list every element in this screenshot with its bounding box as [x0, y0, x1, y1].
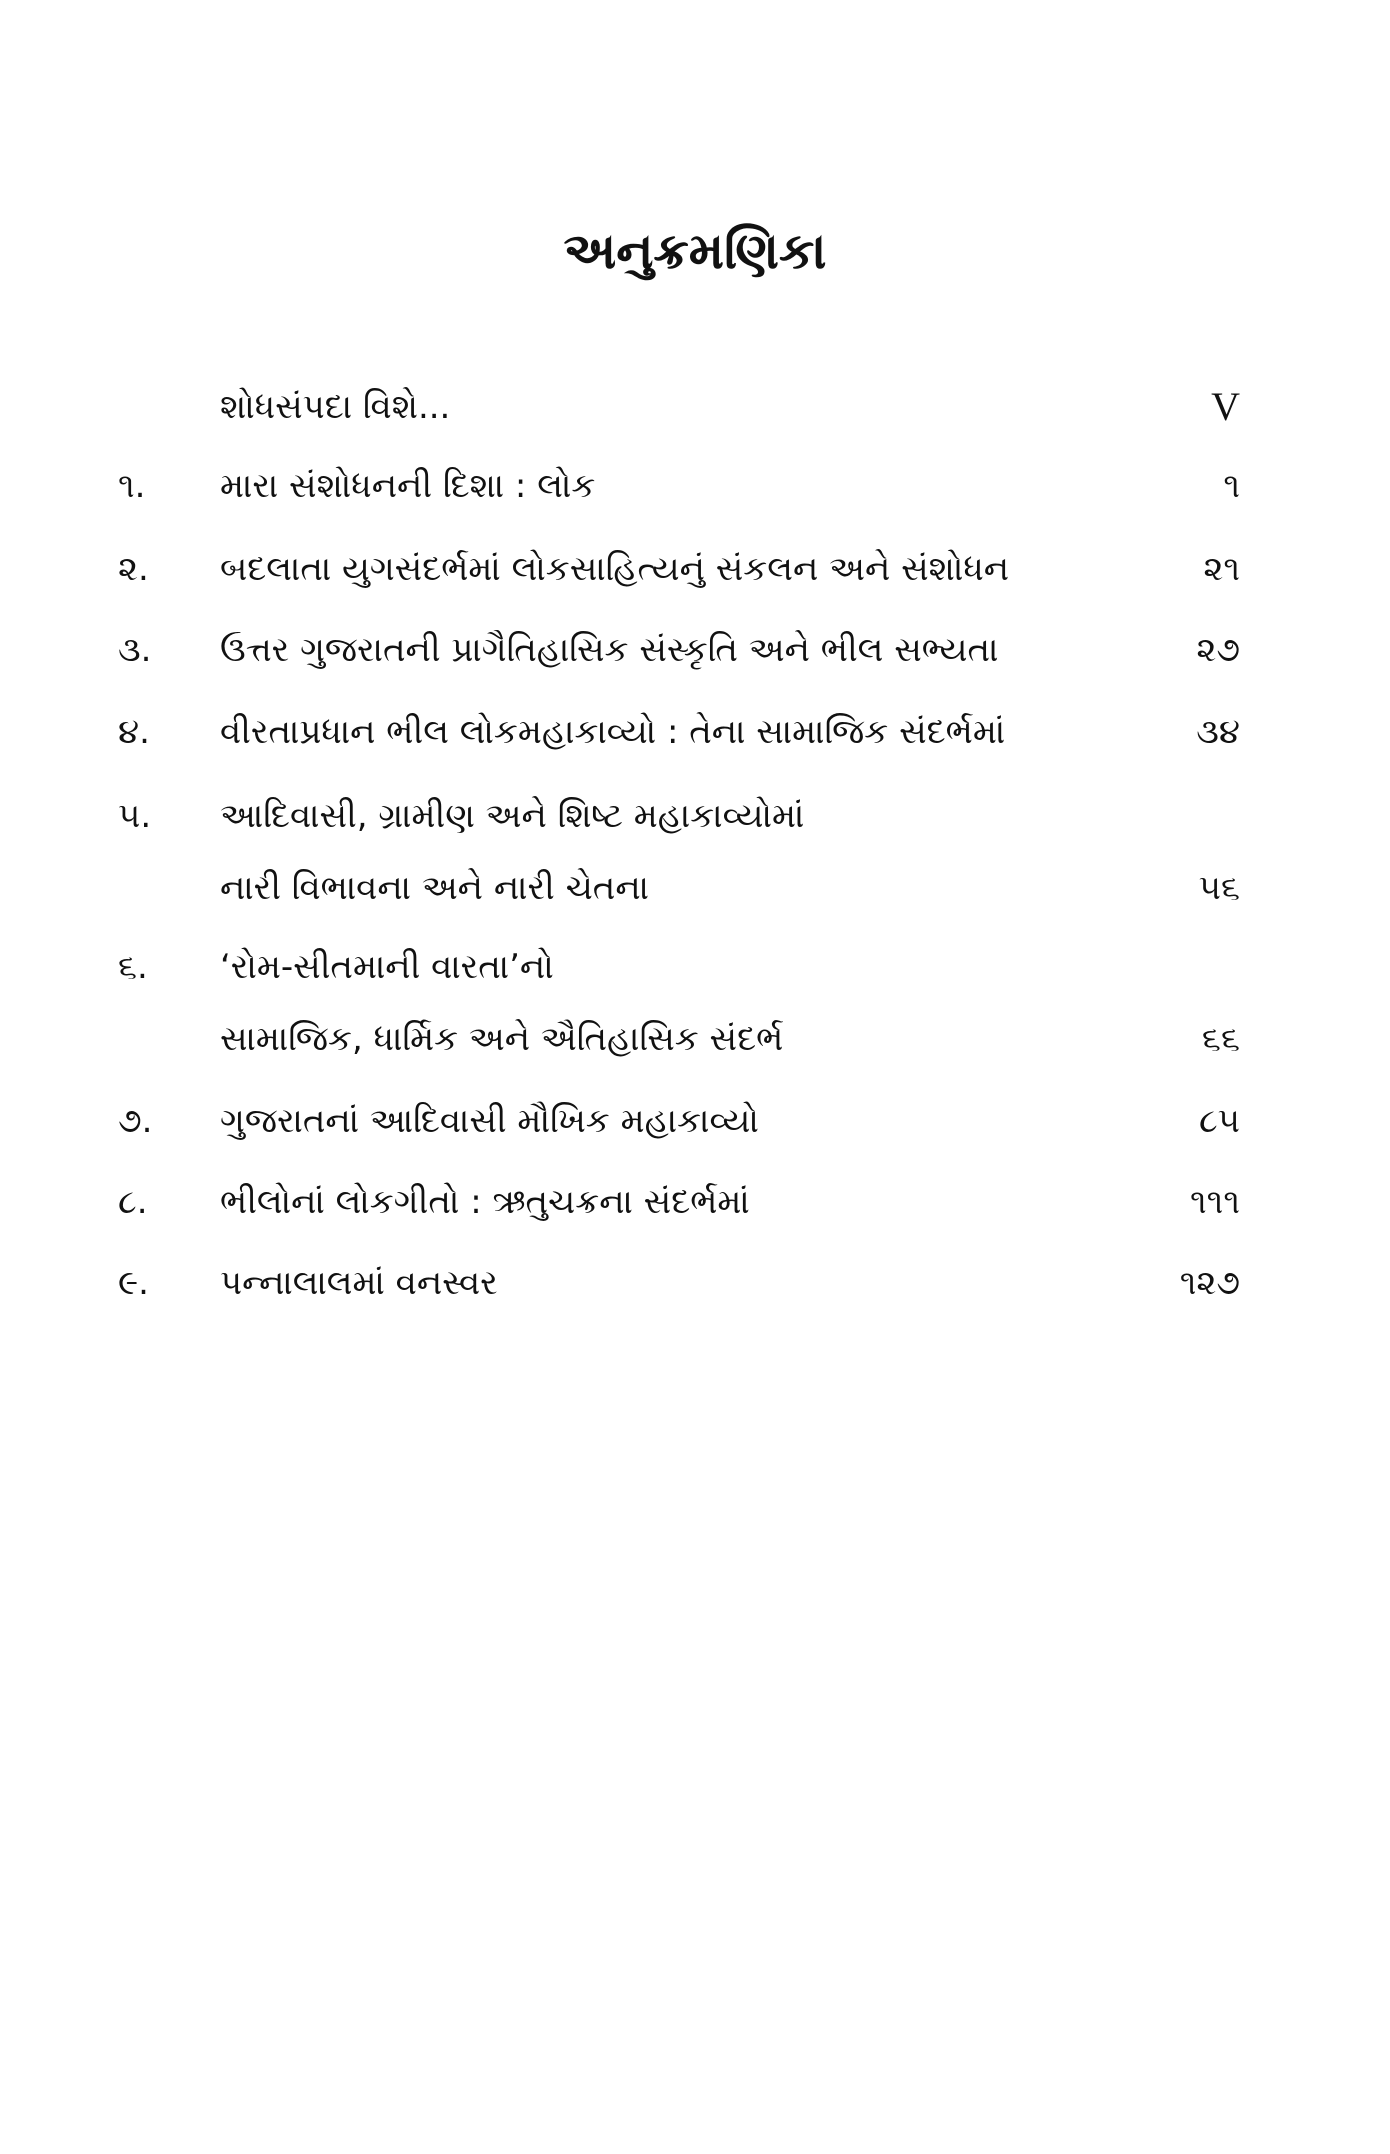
toc-entry-6 — [0, 937, 1390, 997]
entry-number: ૯. — [118, 1263, 149, 1303]
toc-entry-5-continued — [0, 858, 1390, 918]
entry-page-number: ૧૧૧ — [1190, 1182, 1240, 1222]
entry-title: શોધસંપદા વિશે... — [220, 387, 451, 427]
entry-title: બદલાતા યુગસંદર્ભમાં લોકસાહિત્યનું સંકલન અને સંશોધન — [220, 549, 1010, 589]
entry-page-number: ૨૧ — [1203, 549, 1240, 589]
entry-page-number: ૬૬ — [1201, 1019, 1240, 1059]
toc-entry-4 — [0, 702, 1390, 762]
entry-title: ઉત્તર ગુજરાતની પ્રાગૈતિહાસિક સંસ્કૃતિ અને ભીલ સભ્યતા — [220, 630, 999, 670]
toc-entry-7 — [0, 1091, 1390, 1151]
entry-page-number: ૮૫ — [1198, 1101, 1240, 1141]
entry-page-number: V — [1211, 384, 1240, 429]
toc-entry-2 — [0, 539, 1390, 599]
entry-title-line-2: સામાજિક, ધાર્મિક અને ઐતિહાસિક સંદર્ભ — [220, 1019, 784, 1059]
entry-number: ૧. — [118, 466, 146, 506]
entry-number: ૩. — [118, 630, 152, 670]
entry-page-number: ૫૬ — [1198, 868, 1240, 908]
entry-number: ૮. — [118, 1182, 148, 1222]
entry-title-line-1: આદિવાસી, ગ્રામીણ અને શિષ્ટ મહાકાવ્યોમાં — [220, 796, 805, 836]
entry-title: પન્નાલાલમાં વનસ્વર — [220, 1263, 498, 1303]
entry-number: ૨. — [118, 549, 149, 589]
toc-entry-3 — [0, 620, 1390, 680]
entry-title: ગુજરાતનાં આદિવાસી મૌખિક મહાકાવ્યો — [220, 1101, 759, 1141]
entry-title: વીરતાપ્રધાન ભીલ લોકમહાકાવ્યો : તેના સામાજિક સંદર્ભમાં — [220, 712, 1006, 752]
toc-entry-5 — [0, 786, 1390, 846]
entry-title: ભીલોનાં લોકગીતો : ઋતુચક્રના સંદર્ભમાં — [220, 1182, 750, 1222]
toc-entry-preface — [0, 377, 1390, 437]
entry-number: ૫. — [118, 796, 152, 836]
entry-page-number: ૩૪ — [1196, 712, 1240, 752]
entry-page-number: ૧૨૭ — [1179, 1263, 1240, 1303]
entry-page-number: ૧ — [1223, 466, 1240, 506]
entry-number: ૬. — [118, 947, 148, 987]
entry-title: મારા સંશોધનની દિશા : લોક — [220, 466, 596, 506]
entry-number: ૭. — [118, 1101, 153, 1141]
toc-entry-8 — [0, 1172, 1390, 1232]
toc-entry-6-continued — [0, 1009, 1390, 1069]
entry-title-line-2: નારી વિભાવના અને નારી ચેતના — [220, 868, 649, 908]
page-title: અનુક્રમણિકા — [563, 222, 827, 280]
toc-entry-1 — [0, 456, 1390, 516]
entry-title-line-1: ‘રોમ-સીતમાની વારતા’નો — [220, 947, 554, 987]
entry-number: ૪. — [118, 712, 150, 752]
toc-entry-9 — [0, 1253, 1390, 1313]
entry-page-number: ૨૭ — [1196, 630, 1240, 670]
